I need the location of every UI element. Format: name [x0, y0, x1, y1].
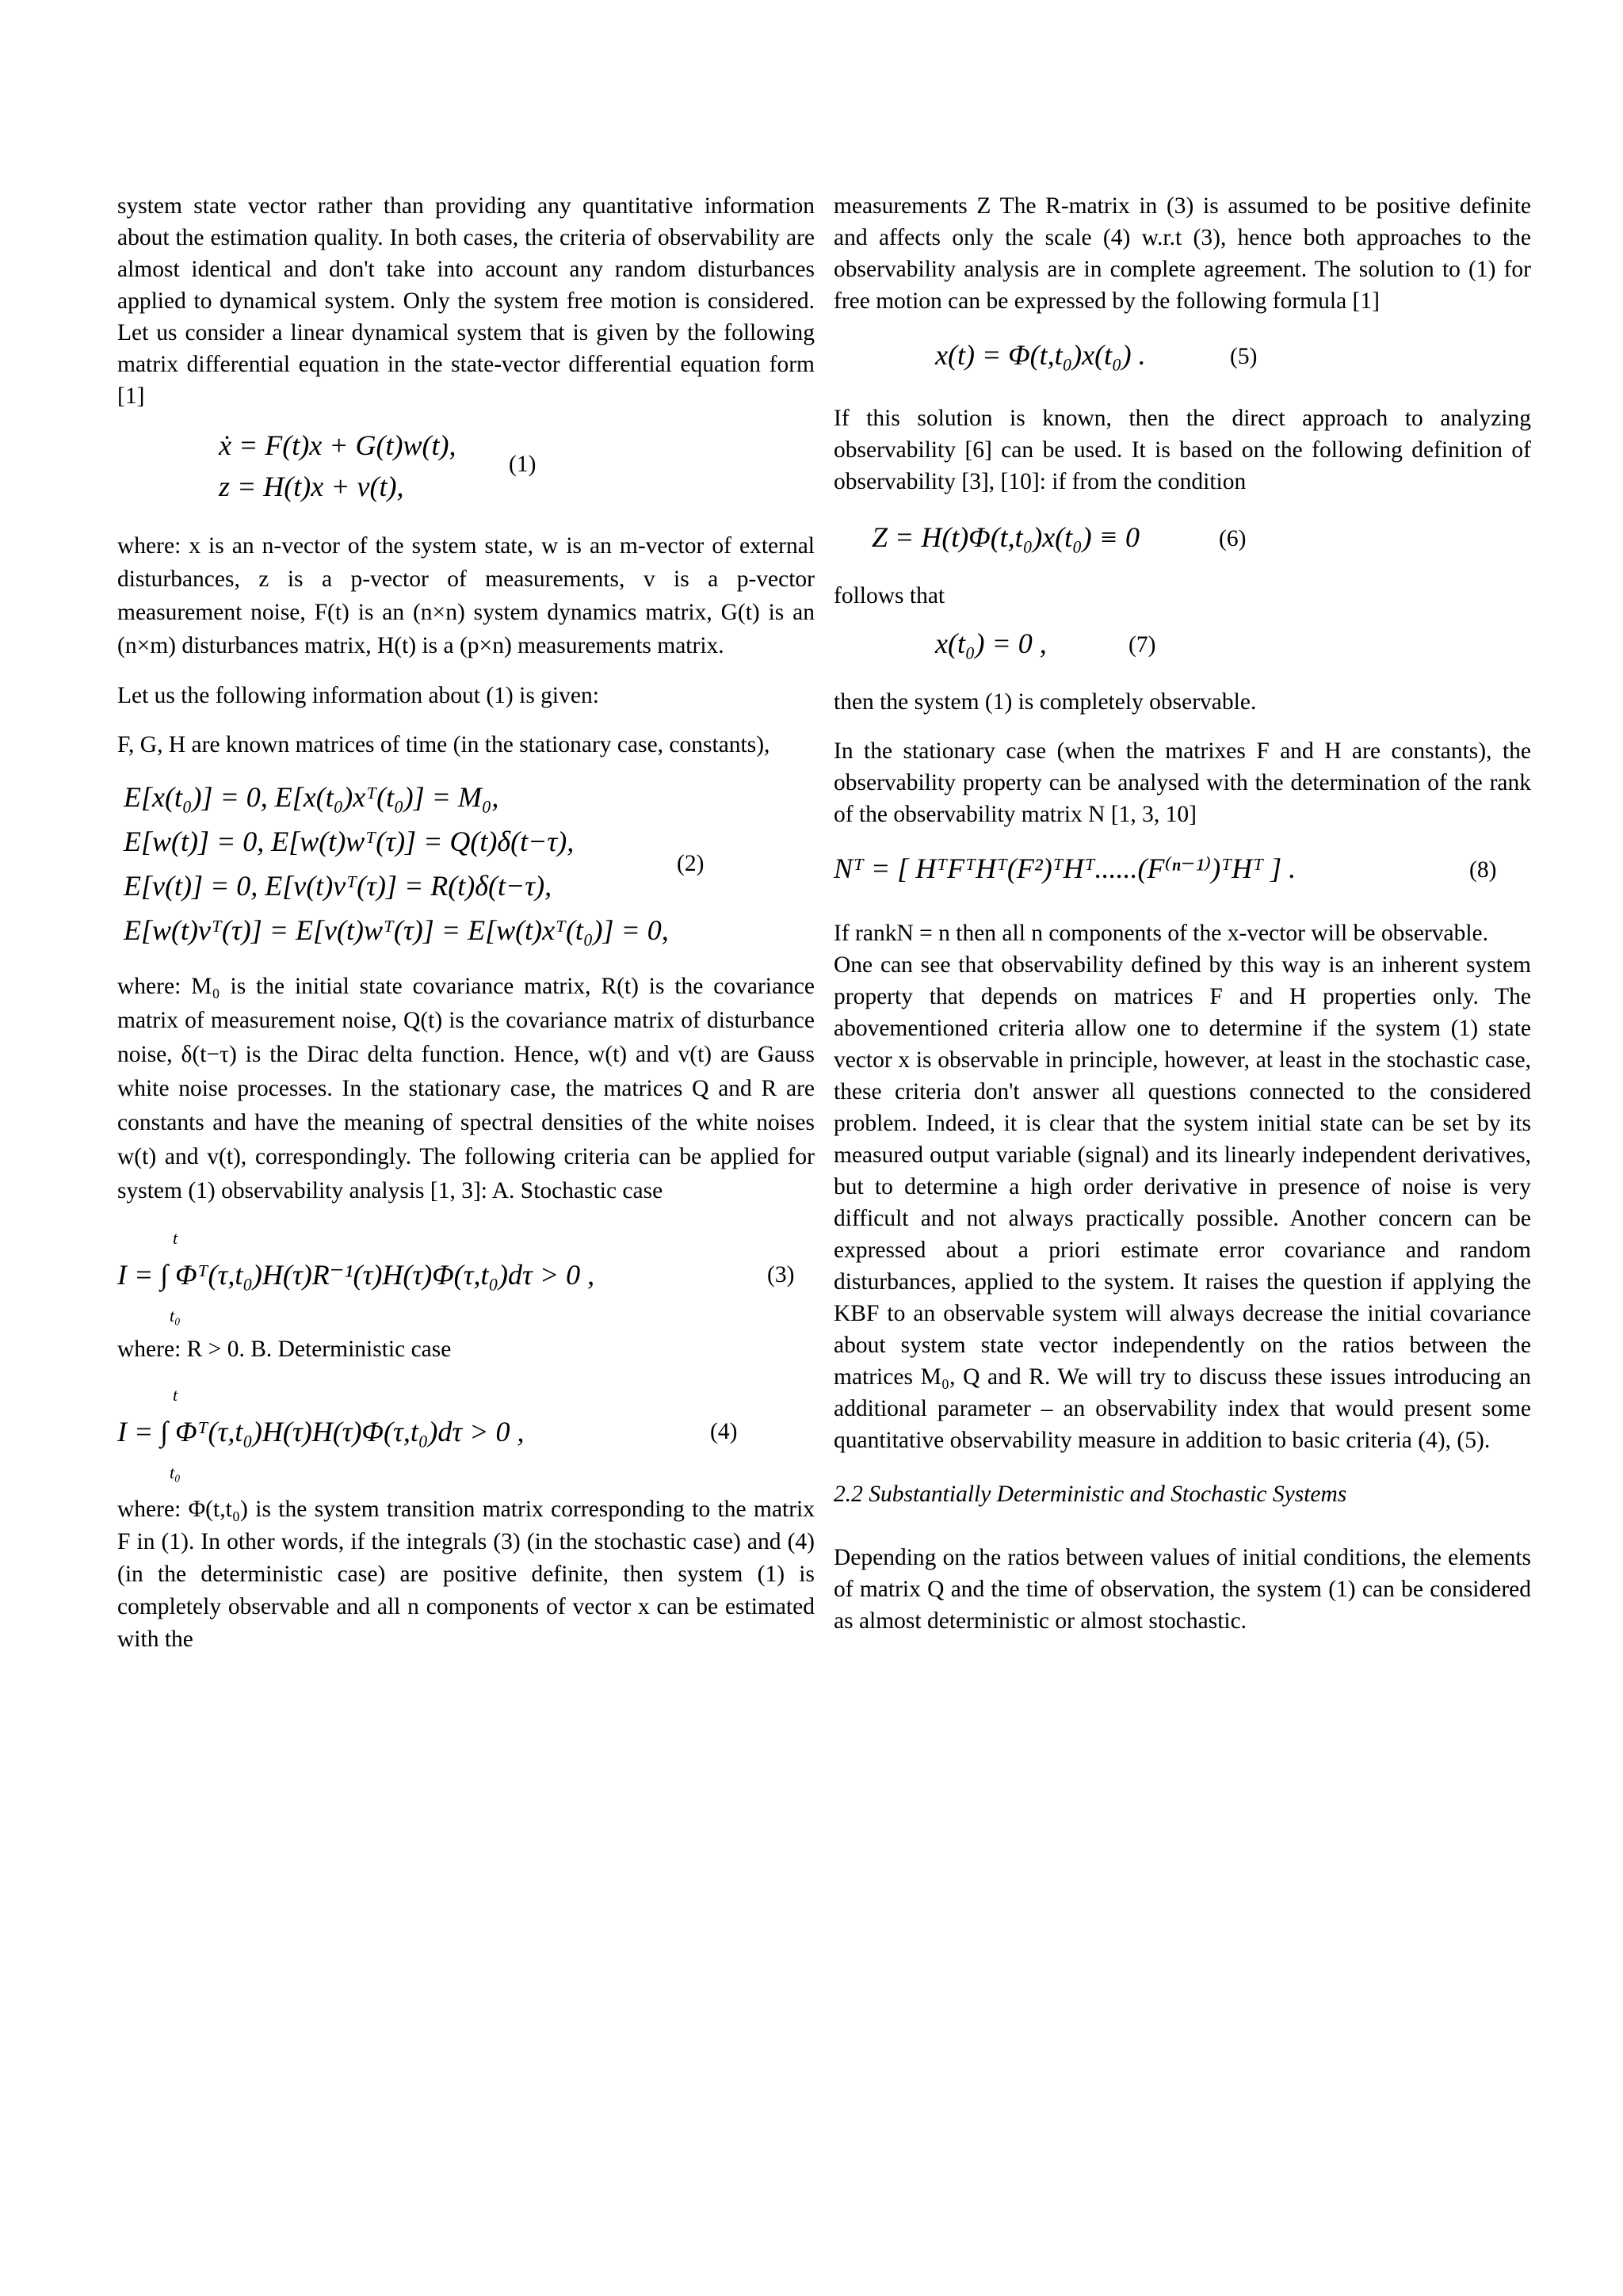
equation-line: Nᵀ = [ HᵀFᵀHᵀ(F²)ᵀHᵀ......(F⁽ⁿ⁻¹⁾)ᵀHᵀ ] .: [834, 852, 1296, 884]
paragraph: system state vector rather than providing any quantitative information about the estimation quality. In both cases, the criteria of observability are almost identical and don't take into account any random disturbances applied to dynamical system. Only the system free motion is considered. Let us consider a linear dynamical system that is given by the following matrix differential equation in the state-vector differential equation form [1]: [117, 193, 815, 409]
equation-number: (7): [1128, 632, 1156, 658]
paragraph: where: R > 0. B. Deterministic case: [117, 1337, 452, 1362]
integral-upper-limit: t: [173, 1228, 178, 1248]
equation-number: (8): [1469, 857, 1497, 883]
paragraph: F, G, H are known matrices of time (in the stationary case, constants),: [117, 732, 770, 757]
equation-number: (1): [509, 452, 537, 477]
integral-lower-limit: t₀: [170, 1306, 181, 1325]
paragraph: measurements Z The R-matrix in (3) is assumed to be positive definite and affects only the scale (4) w.r.t (3), hence both approaches to the observability analysis are in complete agreement. The solution to (1) for free motion can be expressed by the following formula [1]: [834, 193, 1531, 314]
equation-line: x(t) = Φ(t,t₀)x(t₀) .: [935, 339, 1146, 371]
integral-lower-limit: t₀: [170, 1463, 181, 1482]
paragraph: One can see that observability defined by this way is an inherent system property that depends on matrices F and H properties only. The abovementioned criteria allow one to determine if the system (1) state vector x is observable in principle, however, at least in the stochastic case, these criteria don't answer all questions connected to the considered problem. Indeed, it is clear that the system initial state can be set by its measured output variable (signal) and its linearly independent derivatives, but to determine a high order derivative in presence of noise is very difficult and not always practically possible. Another concern can be expressed about a priori estimate error covariance and random disturbances, applied to the system. It raises the question if applying the KBF to an observable system will always decrease the initial covariance about system state vector independently on the ratios between the matrices M₀, Q and R. We will try to discuss these issues introducing an additional parameter – an observability index that would present some quantitative observability measure in addition to basic criteria (4), (5).: [834, 952, 1531, 1453]
equation-7: [834, 623, 1531, 670]
paragraph: Let us the following information about (1) is given:: [117, 683, 599, 708]
paragraph: then the system (1) is completely observable.: [834, 689, 1257, 715]
section-heading: 2.2 Substantially Deterministic and Stochastic Systems: [834, 1482, 1347, 1507]
equation-3: [117, 1222, 815, 1325]
equation-line: I = ∫ Φᵀ(τ,t₀)H(τ)R⁻¹(τ)H(τ)Φ(τ,t₀)dτ > 0 ,: [117, 1259, 595, 1291]
equation-line: ẋ = F(t)x + G(t)w(t),: [219, 429, 456, 461]
equation-2: [117, 776, 815, 955]
paragraph: where: M₀ is the initial state covariance matrix, R(t) is the covariance matrix of measurement noise, Q(t) is the covariance matrix of disturbance noise, δ(t−τ) is the Dirac delta function. Hence, w(t) and v(t) are Gauss white noise processes. In the stationary case, the matrices Q and R are constants and have the meaning of spectral densities of the white noises w(t) and v(t), correspondingly. The following criteria can be applied for system (1) observability analysis [1, 3]: A. Stochastic case: [117, 974, 815, 1203]
equation-8: [834, 848, 1531, 898]
paragraph: where: Φ(t,t₀) is the system transition matrix corresponding to the matrix F in (1). In other words, if the integrals (3) (in the stochastic case) and (4) (in the deterministic case) are positive definite, then system (1) is completely observable and all n components of vector x can be estimated with the: [117, 1497, 815, 1652]
equation-number: (2): [677, 851, 705, 876]
paragraph: Depending on the ratios between values of initial conditions, the elements of matrix Q and the time of observation, the system (1) can be considered as almost deterministic or almost stochastic.: [834, 1545, 1531, 1634]
equation-line: E[w(t)] = 0, E[w(t)wᵀ(τ)] = Q(t)δ(t−τ),: [124, 826, 575, 857]
paragraph: where: x is an n-vector of the system state, w is an m-vector of external disturbances, z is a p-vector of measurements, v is a p-vector measurement noise, F(t) is an (n×n) system dynamics matrix, G(t) is an (n×m) disturbances matrix, H(t) is a (p×n) measurements matrix.: [117, 533, 815, 658]
integral-upper-limit: t: [173, 1385, 178, 1405]
equation-number: (5): [1230, 344, 1258, 369]
equation-number: (3): [767, 1262, 795, 1287]
equation-number: (4): [710, 1419, 738, 1444]
equation-line: Z = H(t)Φ(t,t₀)x(t₀) ≡ 0: [872, 521, 1140, 553]
equation-4: [117, 1379, 815, 1482]
left-column: [117, 190, 815, 1656]
paragraph: In the stationary case (when the matrixes F and H are constants), the observability property can be analysed with the determination of the rank of the observability matrix N [1, 3, 10]: [834, 738, 1531, 827]
equation-number: (6): [1219, 526, 1247, 551]
paragraph: If rankN = n then all n components of the x-vector will be observable.: [834, 921, 1488, 946]
equation-line: E[w(t)vᵀ(τ)] = E[v(t)wᵀ(τ)] = E[w(t)xᵀ(t₀)] = 0,: [124, 914, 669, 946]
equation-6: [834, 517, 1531, 564]
equation-line: I = ∫ Φᵀ(τ,t₀)H(τ)H(τ)Φ(τ,t₀)dτ > 0 ,: [117, 1416, 525, 1447]
equation-line: x(t₀) = 0 ,: [935, 627, 1047, 659]
right-column: [834, 190, 1531, 1637]
equation-line: E[v(t)] = 0, E[v(t)vᵀ(τ)] = R(t)δ(t−τ),: [124, 870, 552, 902]
equation-5: [834, 334, 1531, 382]
paragraph: follows that: [834, 583, 945, 608]
equation-line: E[x(t₀)] = 0, E[x(t₀)xᵀ(t₀)] = M₀,: [124, 781, 499, 813]
paragraph: If this solution is known, then the direct approach to analyzing observability [6] can be used. It is based on the following definition of observability [3], [10]: if from the condition: [834, 406, 1531, 494]
equation-line: z = H(t)x + v(t),: [219, 471, 404, 502]
equation-1: [117, 425, 815, 512]
